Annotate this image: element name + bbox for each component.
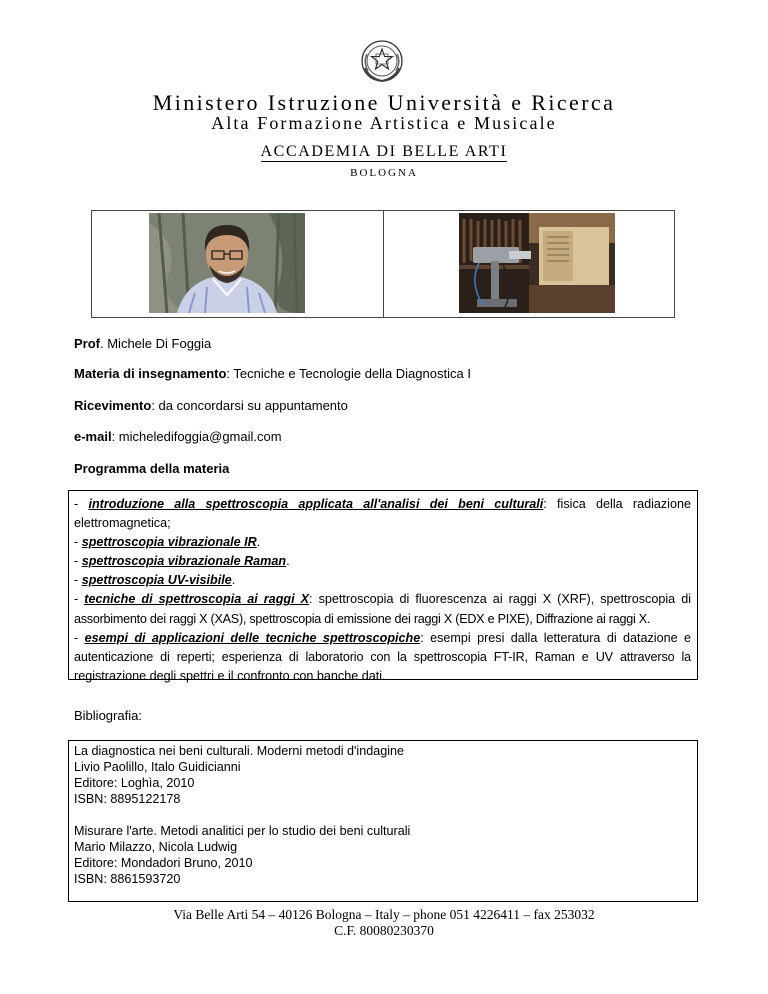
footer-tax-code: C.F. 80080230370 (334, 923, 434, 938)
subject-label: Materia di insegnamento (74, 366, 227, 381)
italian-republic-emblem-icon (359, 38, 405, 84)
program-dash: - (74, 554, 82, 569)
program-line (74, 610, 691, 629)
program-line (74, 648, 691, 667)
program-topic: esempi di applicazioni delle tecniche spettroscopiche (84, 630, 421, 645)
program-dash: - (74, 497, 89, 511)
book-publisher: Editore: Mondadori Bruno, 2010 (74, 856, 253, 870)
subject-value: : Tecniche e Tecnologie della Diagnostica I (226, 366, 471, 381)
program-line (74, 629, 691, 648)
city-name: BOLOGNA (350, 167, 418, 179)
professor-value: . Michele Di Foggia (100, 336, 212, 351)
program-text: . (286, 554, 290, 569)
program-line (74, 533, 691, 552)
footer-address: Via Belle Arti 54 – 40126 Bologna – Italy – phone 051 4226411 – fax 253032 (173, 907, 595, 922)
program-line (74, 571, 691, 590)
program-topic: introduzione alla spettroscopia applicata all'analisi dei beni culturali (88, 497, 544, 511)
program-topic: spettroscopia UV-visibile (81, 573, 232, 588)
program-text: registrazione degli spettri e il confronto con banche dati. (74, 668, 386, 683)
program-box (68, 490, 698, 683)
ministry-name: Ministero Istruzione Università e Ricerca (152, 90, 616, 115)
portrait-cell (92, 211, 383, 317)
program-title-text: Programma della materia (74, 461, 230, 476)
program-line (74, 590, 691, 609)
afam-subtitle: Alta Formazione Artistica e Musicale (211, 113, 557, 133)
office-hours-label: Ricevimento (74, 398, 152, 413)
program-text: assorbimento dei raggi X (XAS), spettroscopia di emissione dei raggi X (EDX e PIXE), Diffrazione ai raggi X. (74, 611, 651, 626)
subject-field (74, 366, 471, 381)
professor-field (74, 336, 211, 351)
email-field (74, 429, 282, 444)
program-text: autenticazione di reperti; esperienza di laboratorio con la spettroscopia FT-IR, Raman e UV attraverso la (74, 649, 691, 664)
book-title: Misurare l'arte. Metodi analitici per lo studio dei beni culturali (74, 824, 411, 838)
program-dash: - (74, 573, 82, 588)
program-text: : fisica della radiazione (543, 497, 691, 511)
program-line (74, 495, 691, 514)
program-text: . (256, 535, 261, 550)
program-dash: - (74, 630, 85, 645)
academy-name (0, 143, 768, 161)
bibliography-label: Bibliografia: (74, 708, 142, 723)
program-topic: spettroscopia vibrazionale IR (81, 535, 257, 550)
lab-cell (383, 211, 675, 317)
program-text: . (231, 573, 236, 588)
program-text: : esempi presi dalla letteratura di datazione e (420, 630, 691, 645)
program-text: : spettroscopia di fluorescenza ai raggi X (XRF), spettroscopia di (309, 592, 692, 607)
academy-name-text: ACCADEMIA DI BELLE ARTI (260, 143, 508, 160)
book-entry (74, 743, 692, 807)
footer (0, 907, 768, 939)
office-hours-value: : da concordarsi su appuntamento (151, 398, 348, 413)
book-authors: Mario Milazzo, Nicola Ludwig (74, 840, 238, 854)
program-line (74, 514, 691, 533)
book-publisher: Editore: Loghìa, 2010 (74, 776, 195, 790)
book-isbn: ISBN: 8895122178 (74, 792, 181, 806)
book-authors: Livio Paolillo, Italo Guidicianni (74, 760, 241, 774)
program-line (74, 667, 691, 686)
program-text: elettromagnetica; (74, 516, 171, 531)
laboratory-photo (459, 213, 615, 313)
book-title: La diagnostica nei beni culturali. Moderni metodi d'indagine (74, 744, 405, 758)
professor-label: Prof (74, 336, 100, 351)
program-title (74, 461, 229, 476)
program-topic: tecniche di spettroscopia ai raggi X (84, 592, 310, 607)
program-dash: - (74, 535, 82, 550)
program-line (74, 552, 691, 571)
office-hours-field (74, 398, 348, 413)
portrait-photo (149, 213, 305, 313)
bibliography-box (68, 740, 698, 902)
book-isbn: ISBN: 8861593720 (74, 872, 181, 886)
email-value: : micheledifoggia@gmail.com (111, 429, 282, 444)
program-dash: - (74, 592, 85, 607)
program-topic: spettroscopia vibrazionale Raman (81, 554, 287, 569)
photo-table (91, 210, 675, 318)
email-label: e-mail (74, 429, 112, 444)
book-entry (74, 823, 692, 887)
